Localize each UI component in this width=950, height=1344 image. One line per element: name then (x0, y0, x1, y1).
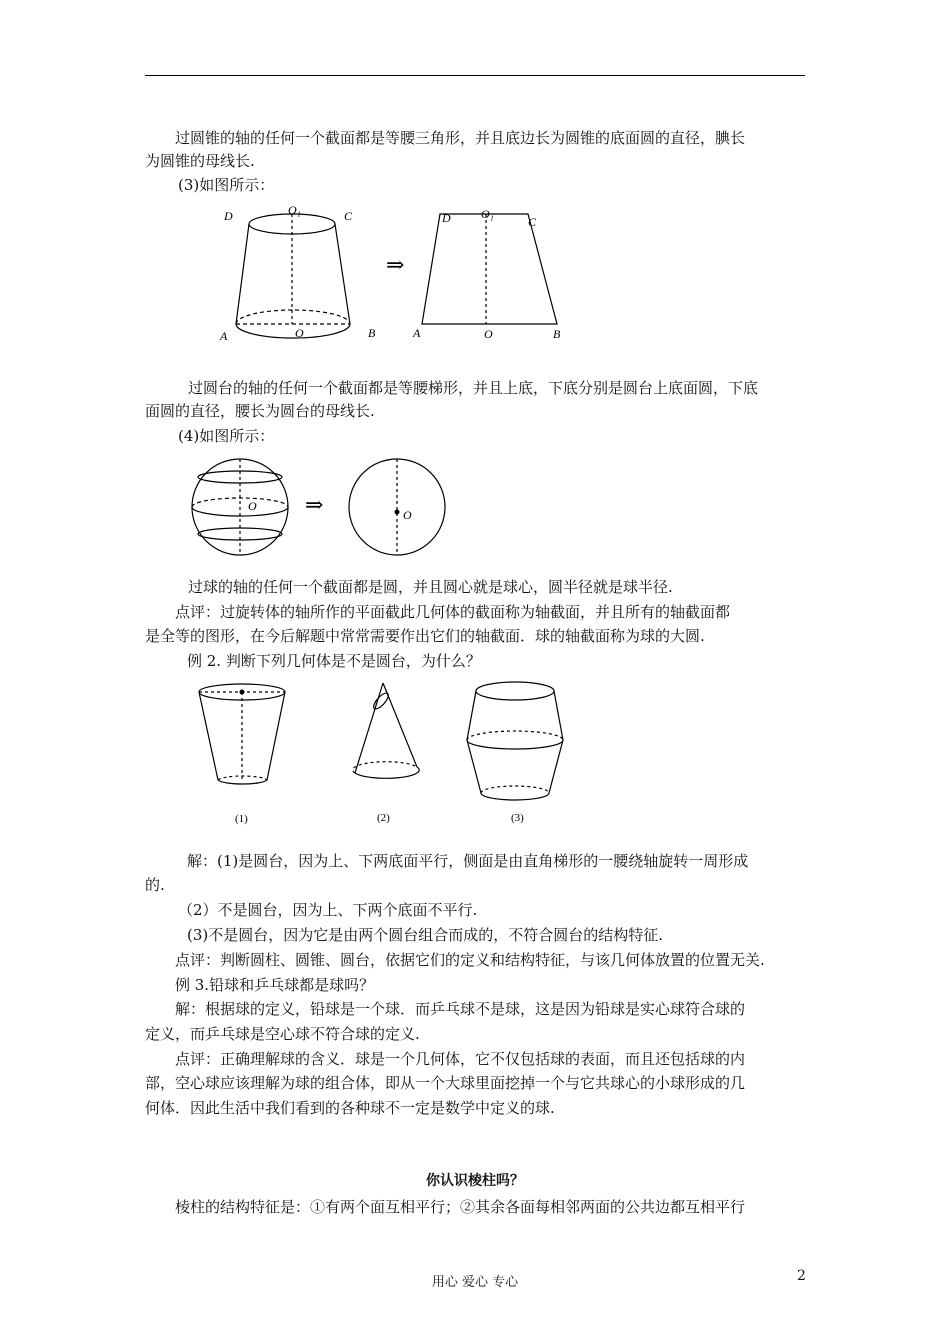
solids-figure (185, 675, 585, 830)
paragraph: 例 3.铅球和乒乓球都是球吗？ (175, 976, 375, 994)
label-c: C (344, 209, 353, 223)
caption: (3) (511, 812, 524, 824)
label-o: O (295, 326, 304, 340)
paragraph: 例 2. 判断下列几何体是不是圆台，为什么？ (187, 652, 481, 670)
paragraph: 为圆锥的母线长. (145, 152, 255, 170)
label-a: A (413, 326, 421, 340)
caption: (1) (235, 813, 248, 825)
paragraph: 点评：正确理解球的含义．球是一个几何体，它不仅包括球的表面，而且还包括球的内 (175, 1050, 746, 1068)
section-title: 你认识棱柱吗？ (426, 1173, 524, 1189)
paragraph: 解：(1)是圆台，因为上、下两底面平行，侧面是由直角梯形的一腰绕轴旋转一周形成 (187, 852, 749, 870)
paragraph: 部，空心球应该理解为球的组合体，即从一个大球里面挖掉一个与它共球心的小球形成的几 (145, 1074, 746, 1092)
bottom-ellipse-back (236, 310, 350, 324)
caption: (2) (377, 812, 390, 824)
implies-arrow-icon: ⇒ (305, 492, 324, 517)
label-b: B (368, 326, 376, 340)
paragraph: 点评：判断圆柱、圆锥、圆台，依据它们的定义和结构特征，与该几何体放置的位置无关. (175, 951, 765, 969)
page-number: 2 (797, 1268, 806, 1284)
implies-arrow-icon: ⇒ (386, 252, 405, 277)
label-o: O (248, 499, 257, 513)
paragraph: 棱柱的结构特征是：①有两个面互相平行；②其余各面每相邻两面的公共边都互相平行 (175, 1198, 746, 1216)
paragraph: 解：根据球的定义，铅球是一个球．而乒乓球不是球，这是因为铅球是实心球符合球的 (175, 1000, 746, 1018)
label-o: O (484, 327, 493, 341)
paragraph: 是全等的图形，在今后解题中常常需要作出它们的轴截面．球的轴截面称为球的大圆. (145, 627, 705, 645)
paragraph: 过圆台的轴的任何一个截面都是等腰梯形，并且上底，下底分别是圆台上底面圆，下底 (188, 379, 759, 397)
paragraph: 面圆的直径，腰长为圆台的母线长. (145, 402, 375, 420)
label-b: B (553, 327, 561, 341)
label-a: A (220, 329, 228, 343)
frustum-figure (210, 200, 580, 350)
paragraph: 定义，而乒乓球是空心球不符合球的定义. (145, 1025, 420, 1043)
paragraph: (3)如图所示： (178, 176, 275, 194)
paragraph: 过圆锥的轴的任何一个截面都是等腰三角形，并且底边长为圆锥的底面圆的直径，腆长 (175, 129, 746, 147)
paragraph: 过球的轴的任何一个截面都是圆，并且圆心就是球心，圆半径就是球半径. (188, 578, 673, 596)
footer-text: 用心 爱心 专心 (431, 1275, 519, 1290)
paragraph: 点评：过旋转体的轴所作的平面截此几何体的截面称为轴截面，并且所有的轴截面都 (175, 603, 731, 621)
paragraph: （2）不是圆台，因为上、下两个底面不平行. (178, 901, 478, 919)
sphere-figure (185, 450, 465, 570)
label-d: D (224, 209, 233, 223)
header-rule (145, 75, 805, 76)
label-o1: O₁ (481, 207, 494, 221)
bottom-ellipse-front (236, 324, 350, 338)
paragraph: 的. (145, 876, 165, 894)
label-o1: O₁ (288, 203, 301, 217)
paragraph: 何体．因此生活中我们看到的各种球不一定是数学中定义的球. (145, 1099, 555, 1117)
center-dot (395, 510, 400, 515)
label-c: C (528, 215, 537, 229)
paragraph: (3)不是圆台，因为它是由两个圆台组合而成的，不符合圆台的结构特征. (187, 926, 664, 944)
label-o: O (403, 508, 412, 522)
paragraph: (4)如图所示： (178, 427, 275, 445)
label-d: D (442, 211, 451, 225)
trapezoid-section (422, 214, 557, 324)
